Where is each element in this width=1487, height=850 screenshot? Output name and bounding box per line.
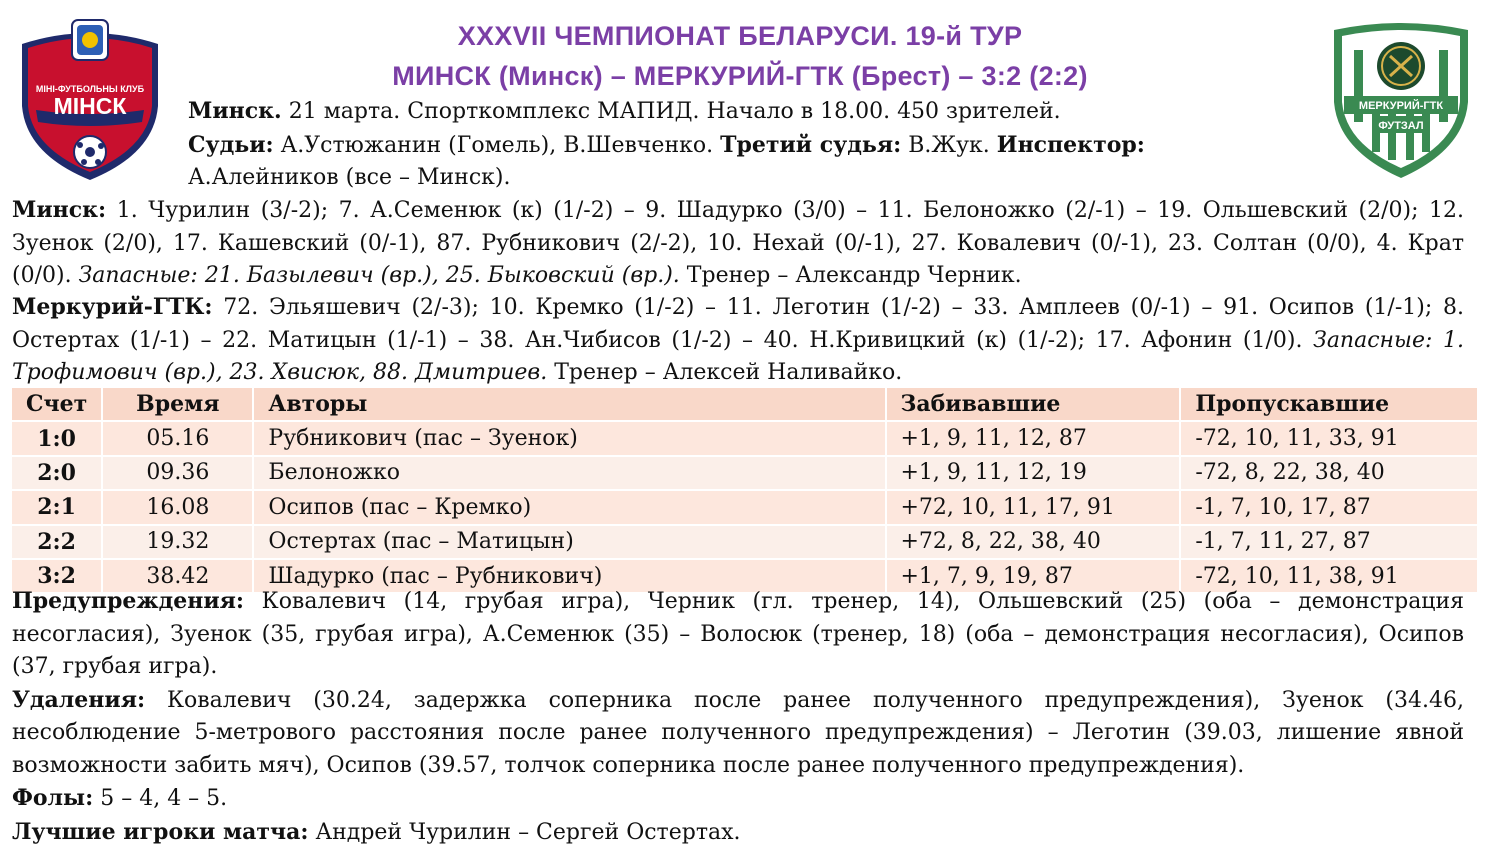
minsk-logo-wordmark: МІНСК: [53, 93, 127, 119]
goal-score: 2:1: [12, 490, 102, 524]
col-on-court-scoring: Забивавшие: [886, 388, 1181, 421]
goal-time: 16.08: [102, 490, 253, 524]
goal-score: 2:2: [12, 525, 102, 559]
fouls-text: 5 – 4, 4 – 5.: [93, 786, 228, 811]
goal-time: 19.32: [102, 525, 253, 559]
minsk-logo-caption: МІНІ-ФУТБОЛЬНЫ КЛУБ: [35, 84, 145, 94]
goal-minus: -1, 7, 11, 27, 87: [1180, 525, 1478, 559]
mercury-coach: Тренер – Алексей Наливайко.: [547, 360, 903, 385]
venue-text: 21 марта. Спорткомплекс МАПИД. Начало в 18.00. 450 зрителей.: [281, 99, 1061, 124]
warnings-paragraph: [12, 585, 1464, 684]
col-score: Счет: [12, 388, 102, 421]
col-on-court-conceding: Пропускавшие: [1180, 388, 1478, 421]
table-row: [12, 421, 1478, 455]
fouls-label: Фолы:: [12, 785, 94, 811]
goal-author: Рубникович (пас – Зуенок): [253, 421, 885, 455]
match-title: МИНСК (Минск) – МЕРКУРИЙ-ГТК (Брест) – 3:2 (2:2): [392, 61, 1088, 91]
goal-score: 2:0: [12, 456, 102, 490]
sendoffs-paragraph: [12, 684, 1464, 783]
table-row: [12, 490, 1478, 524]
mercury-subs: Запасные: 1. Трофимович (вр.), 23. Хвисюк, 88. Дмитриев.: [12, 327, 1464, 385]
col-time: Время: [102, 388, 253, 421]
minsk-lineup: [12, 194, 1464, 293]
best-players-paragraph: [12, 816, 1464, 850]
best-players-label: Лучшие игроки матча:: [12, 818, 309, 845]
goal-time: 38.42: [102, 559, 253, 593]
inspector-label: Инспектор:: [996, 131, 1145, 158]
goal-minus: -72, 10, 11, 38, 91: [1180, 559, 1478, 593]
warnings-label: Предупреждения:: [12, 588, 245, 614]
goal-score: 3:2: [12, 559, 102, 593]
mercury-lineup: [12, 291, 1464, 390]
warnings-text: Ковалевич (14, грубая игра), Черник (гл. тренер, 14), Ольшевский (25) (оба – демонстрация несогласия), Зуенок (35, грубая игра), А.Семенюк (35) – Волосюк (тренер, 18) (оба – демонстрация несогласия), Осипов (37, грубая игра).: [12, 589, 1464, 679]
goal-author: Остертах (пас – Матицын): [253, 525, 885, 559]
goal-plus: +72, 8, 22, 38, 40: [886, 525, 1181, 559]
goal-score: 1:0: [12, 421, 102, 455]
goal-plus: +1, 9, 11, 12, 87: [886, 421, 1181, 455]
sendoffs-text: Ковалевич (30.24, задержка соперника после ранее полученного предупреждения), Зуенок (34.46, несоблюдение 5-метрового расстояния после ранее полученного предупреждения) – Леготин (39.03, лишение явной возможности забить мяч), Осипов (39.57, толчок соперника после ранее полученного предупреждения).: [12, 687, 1464, 778]
goal-minus: -72, 10, 11, 33, 91: [1180, 421, 1478, 455]
best-players-text: Андрей Чурилин – Сергей Остертах.: [308, 819, 741, 845]
mercury-logo-wordmark: МЕРКУРИЙ-ГТК: [1358, 100, 1444, 112]
championship-title: XXXVII ЧЕМПИОНАТ БЕЛАРУСИ. 19-й ТУР: [457, 21, 1023, 51]
goal-author: Осипов (пас – Кремко): [253, 490, 885, 524]
minsk-subs: Запасные: 21. Базылевич (вр.), 25. Быковский (вр.).: [78, 263, 680, 288]
fouls-paragraph: [12, 782, 1464, 816]
referees-label: Судьи:: [188, 131, 274, 158]
venue-label: Минск.: [188, 98, 282, 124]
goal-time: 05.16: [102, 421, 253, 455]
goal-plus: +1, 7, 9, 19, 87: [886, 559, 1181, 593]
minsk-label: Минск:: [12, 197, 107, 223]
mercury-players: 72. Эльяшевич (2/-3); 10. Кремко (1/-2) – 11. Леготин (1/-2) – 33. Амплеев (0/-1) – 91. Осипов (1/-1); 8. Остертах (1/-1) – 22. Матицын (1/-1) – 38. Ан.Чибисов (1/-2) – 40. Н.Кривицкий (к) (1/-2); 17. Афонин (1/0).: [12, 295, 1464, 353]
table-row: [12, 456, 1478, 490]
goal-plus: +1, 9, 11, 12, 19: [886, 456, 1181, 490]
goal-minus: -72, 8, 22, 38, 40: [1180, 456, 1478, 490]
sendoffs-label: Удаления:: [12, 686, 146, 713]
match-info: [188, 95, 1188, 195]
mercury-club-logo: [1328, 16, 1474, 182]
inspector-text: А.Алейников (все – Минск).: [188, 165, 511, 190]
mercury-label: Меркурий-ГТК:: [12, 294, 213, 320]
minsk-club-logo: [14, 14, 166, 184]
goal-minus: -1, 7, 10, 17, 87: [1180, 490, 1478, 524]
goal-author: Шадурко (пас – Рубникович): [253, 559, 885, 593]
col-authors: Авторы: [253, 388, 885, 421]
minsk-players: 1. Чурилин (3/-2); 7. А.Семенюк (к) (1/-2) – 9. Шадурко (3/0) – 11. Белоножко (2/-1) – 19. Ольшевский (2/0); 12. Зуенок (2/0), 17. Кашевский (0/-1), 87. Рубникович (2/-2), 10. Нехай (0/-1), 27. Ковалевич (0/-1), 23. Солтан (0/0), 4. Крат (0/0).: [12, 198, 1464, 288]
goal-plus: +72, 10, 11, 17, 91: [886, 490, 1181, 524]
third-referee-label: Третий судья:: [720, 131, 902, 158]
match-events: [12, 585, 1464, 849]
goal-time: 09.36: [102, 456, 253, 490]
mercury-logo-futsal: ФУТЗАЛ: [1378, 120, 1424, 132]
table-row: [12, 525, 1478, 559]
minsk-coach: Тренер – Александр Черник.: [679, 263, 1022, 288]
referees-text: А.Устюжанин (Гомель), В.Шевченко.: [273, 132, 721, 158]
third-referee-text: В.Жук.: [901, 132, 997, 158]
goals-table: [12, 388, 1479, 594]
goals-header-row: [12, 388, 1478, 421]
goal-author: Белоножко: [253, 456, 885, 490]
